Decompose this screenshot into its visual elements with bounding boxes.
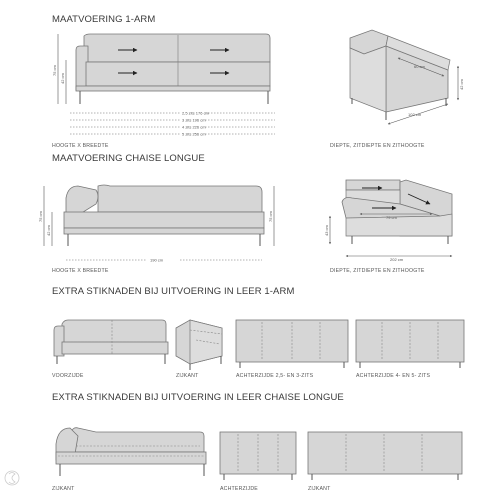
stitch-1arm-side — [176, 320, 222, 370]
dim-seat-height-1: 42 cm — [459, 79, 464, 90]
caption-zijkant-3: ZIJKANT — [308, 486, 331, 492]
dim-width-3: 3 zits 196 cm — [182, 117, 206, 123]
caption-diepte-2: DIEPTE, ZITDIEPTE EN ZITHOOGTE — [330, 268, 425, 274]
dim-seat-height-2: 43 cm — [324, 225, 329, 236]
sofa-chaise-front — [38, 185, 274, 263]
heading-stiknaden-1-arm: EXTRA STIKNADEN BIJ UITVOERING IN LEER 1-ARM — [52, 286, 295, 297]
caption-hoogte-breedte-2: HOOGTE X BREEDTE — [52, 268, 109, 274]
brand-logo-icon — [5, 471, 19, 485]
caption-achterzijde: ACHTERZIJDE — [220, 486, 258, 492]
dim-seat-depth-2: 79 cm — [386, 215, 397, 220]
sofa-1arm-side — [350, 30, 464, 124]
stitch-back-2-3 — [236, 320, 348, 368]
dim-height-seat-2: 42 cm — [46, 225, 51, 236]
caption-achterzijde-4-5: ACHTERZIJDE 4- EN 5- ZITS — [356, 373, 431, 379]
caption-zijkant-2: ZIJKANT — [52, 486, 75, 492]
heading-maatvoering-1-arm: MAATVOERING 1-ARM — [52, 14, 156, 25]
caption-voorzijde: VOORZIJDE — [52, 373, 84, 379]
dim-width-4: 4 zits 226 cm — [182, 124, 206, 130]
stitch-1arm-front — [54, 320, 168, 364]
caption-zijkant-1: ZIJKANT — [176, 373, 199, 379]
dim-width-5: 5 zits 256 cm — [182, 131, 206, 137]
dim-height-seat-1: 42 cm — [60, 73, 65, 84]
sofa-chaise-side — [324, 180, 452, 262]
sofa-1arm-front — [52, 34, 275, 137]
dim-depth-1: 102 cm — [408, 112, 422, 117]
dim-width-25: 2,5 zits 176 cm — [182, 110, 209, 116]
stitch-back-4-5 — [356, 320, 464, 368]
stitch-chaise-side — [56, 428, 206, 476]
dim-width-chaise: 190 cm — [150, 257, 164, 263]
heading-maatvoering-chaise-longue: MAATVOERING CHAISE LONGUE — [52, 153, 205, 164]
dim-seat-depth-1: 60 cm — [414, 64, 425, 69]
stitch-chaise-long-side — [308, 432, 462, 480]
caption-diepte-1: DIEPTE, ZITDIEPTE EN ZITHOOGTE — [330, 143, 425, 149]
dim-height-total-1: 75 cm — [52, 65, 57, 76]
dim-height-total-2: 75 cm — [38, 211, 43, 222]
heading-stiknaden-chaise-longue: EXTRA STIKNADEN BIJ UITVOERING IN LEER CHAISE LONGUE — [52, 392, 344, 403]
stitch-chaise-back — [220, 432, 296, 480]
dim-height-total-2b: 75 cm — [268, 211, 273, 222]
dim-depth-2: 202 cm — [390, 257, 404, 262]
caption-hoogte-breedte-1: HOOGTE X BREEDTE — [52, 143, 109, 149]
caption-achterzijde-2-3: ACHTERZIJDE 2,5- EN 3-ZITS — [236, 373, 314, 379]
